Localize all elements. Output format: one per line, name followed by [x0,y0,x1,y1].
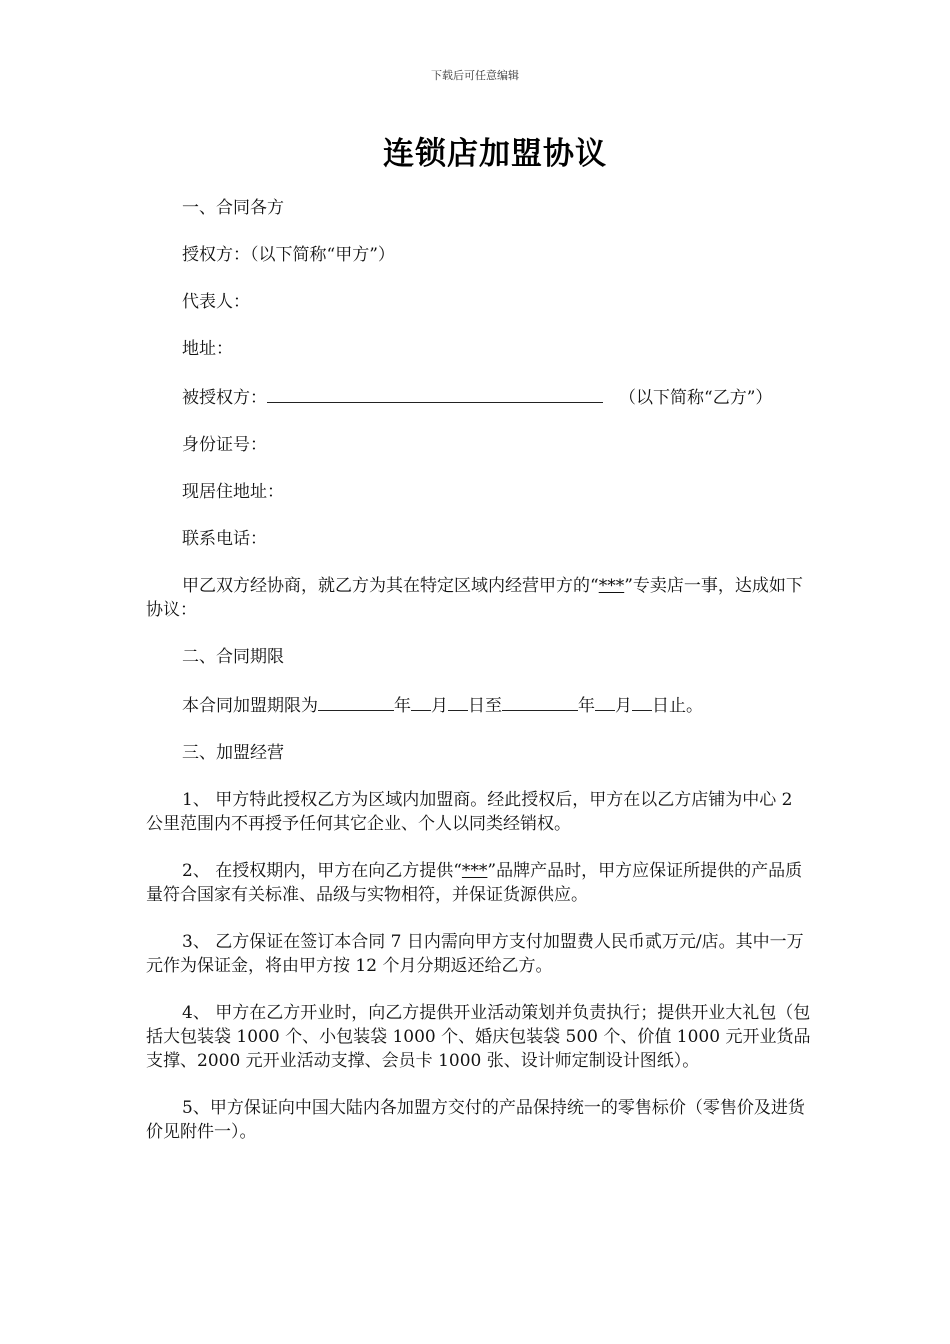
term-month-1: 月 [431,696,448,716]
term-year-1: 年 [394,696,411,716]
clause-1: 1、 甲方特此授权乙方为区域内加盟商。经此授权后，甲方在以乙方店铺为中心 2 公里范围内不再授予任何其它企业、个人以同类经销权。 [146,790,793,834]
current-address-line: 现居住地址： [182,482,284,502]
document-title: 连锁店加盟协议 [383,136,607,172]
term-day-blank-1[interactable] [448,692,468,711]
term-text: 本合同加盟期限为 [182,696,318,716]
licensee-suffix: （以下简称“乙方”） [619,388,773,408]
term-day-2: 日止。 [652,696,703,716]
term-month-blank-1[interactable] [411,692,431,711]
term-day-1: 日至 [468,696,502,716]
term-year-blank-2[interactable] [502,692,578,711]
address-line: 地址： [182,339,233,359]
clause-2-pre: 2、 在授权期内，甲方在向乙方提供“ [182,861,462,881]
id-number-line: 身份证号： [182,435,267,455]
licensee-label: 被授权方： [182,388,267,408]
header-note: 下载后可任意编辑 [431,69,519,82]
clause-2-post: ”品牌产品时，甲方应保证所提供的产品质量符合国家有关标准、品级与实物相符，并保证货源供应。 [146,861,803,905]
clause-2-brand: *** [461,861,488,881]
phone-line: 联系电话： [182,529,267,549]
term-year-2: 年 [578,696,595,716]
clause-3: 3、 乙方保证在签订本合同 7 日内需向甲方支付加盟费人民币贰万元/店。其中一万元作为保证金，将由甲方按 12 个月分期返还给乙方。 [146,932,804,976]
term-month-blank-2[interactable] [595,692,615,711]
intro-paragraph [146,574,814,622]
intro-text-post: ”专卖店一事，达成如下协议： [146,576,803,620]
clause-5: 5、甲方保证向中国大陆内各加盟方交付的产品保持统一的零售标价（零售价及进货价见附件一）。 [146,1098,805,1142]
section-2-heading: 二、合同期限 [182,647,284,667]
licensee-blank[interactable] [267,384,603,403]
licensee-line [146,384,814,410]
authorizer-line: 授权方：（以下简称“甲方”） [182,245,395,265]
document-body [146,196,814,1167]
section-1-heading: 一、合同各方 [182,198,284,218]
representative-line: 代表人： [182,292,250,312]
term-day-blank-2[interactable] [632,692,652,711]
term-line [146,692,814,718]
term-month-2: 月 [615,696,632,716]
clause-4: 4、 甲方在乙方开业时，向乙方提供开业活动策划并负责执行；提供开业大礼包（包括大包装袋 1000 个、小包装袋 1000 个、婚庆包装袋 500 个、价值 1000 元开业货品支撑、2000 元开业活动支撑、会员卡 1000 张、设计师定制设计图纸）。 [146,1003,811,1071]
clause-2 [146,859,814,907]
intro-brand: *** [598,576,625,596]
intro-text-pre: 甲乙双方经协商，就乙方为其在特定区域内经营甲方的“ [182,576,599,596]
term-year-blank-1[interactable] [318,692,394,711]
section-3-heading: 三、加盟经营 [182,743,284,763]
